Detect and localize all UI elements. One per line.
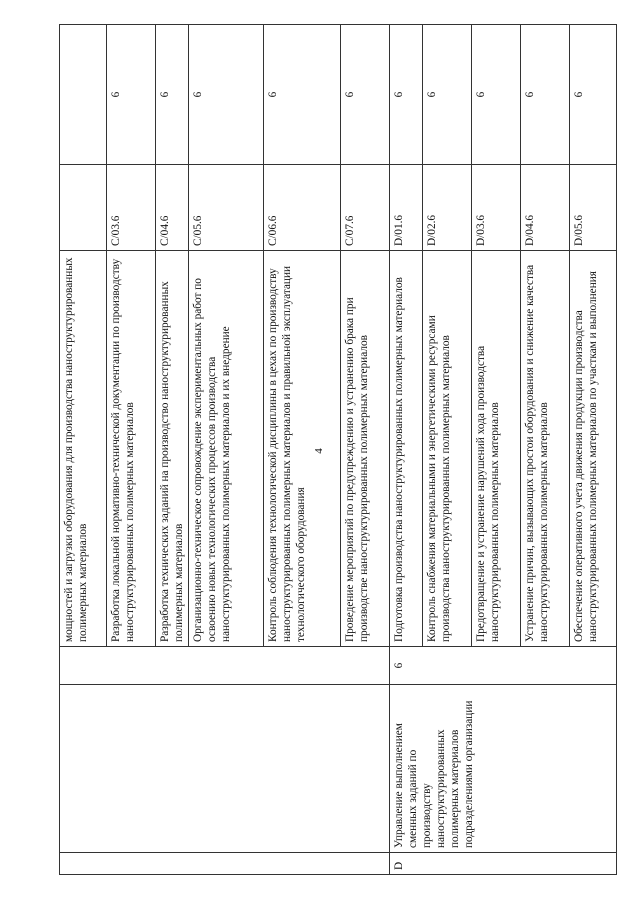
page-number: 4 bbox=[312, 448, 325, 454]
cell-function: Проведение мероприятий по предупреждению и устранению брака при производстве наноструктурированных полимерных материалов bbox=[341, 251, 390, 647]
cell-function: Контроль снабжения материальными и энергетическими ресурсами производства наноструктурированных полимерных материалов bbox=[423, 251, 472, 647]
cell-function: Устранение причин, вызывающих простои оборудования и снижение качества наноструктурированных полимерных материалов bbox=[521, 251, 570, 647]
cell-level: 6 bbox=[423, 25, 472, 165]
cell-group-level: 6 bbox=[390, 647, 617, 685]
cell-code: D/02.6 bbox=[423, 165, 472, 251]
cell-level: 6 bbox=[189, 25, 264, 165]
cell-level: 6 bbox=[521, 25, 570, 165]
cell-level: 6 bbox=[107, 25, 156, 165]
cell-code: C/06.6 bbox=[264, 165, 341, 251]
cell-group-letter: D bbox=[390, 853, 617, 875]
cell-level: 6 bbox=[472, 25, 521, 165]
cell-function: Подготовка производства наноструктурированных полимерных материалов bbox=[390, 251, 423, 647]
cell-code: D/01.6 bbox=[390, 165, 423, 251]
cell-group-code bbox=[60, 853, 390, 875]
cell-level: 6 bbox=[156, 25, 189, 165]
cell-group-name: Управление выполнением сменных заданий по производству наноструктурированных полимерных материалов подразделениями организации bbox=[390, 685, 617, 853]
cell-level: 6 bbox=[570, 25, 617, 165]
cell-code bbox=[60, 165, 107, 251]
cell-function: Разработка локальной нормативно-технической документации по производству наноструктурированных полимерных материалов bbox=[107, 251, 156, 647]
rotated-table-wrapper bbox=[59, 25, 599, 875]
cell-function: Предотвращение и устранение нарушений хода производства наноструктурированных полимерных материалов bbox=[472, 251, 521, 647]
cell-code: C/04.6 bbox=[156, 165, 189, 251]
cell-function: Обеспечение оперативного учета движения продукции производства наноструктурированных полимерных материалов по участкам и выполнения bbox=[570, 251, 617, 647]
cell-function: Разработка технических заданий на производство наноструктурированных полимерных материалов bbox=[156, 251, 189, 647]
cell-code: C/07.6 bbox=[341, 165, 390, 251]
cell-function: Контроль соблюдения технологической дисциплины в цехах по производству наноструктурированных полимерных материалов и правильной эксплуатации технологического оборудования bbox=[264, 251, 341, 647]
cell-code: C/05.6 bbox=[189, 165, 264, 251]
cell-group-name bbox=[60, 685, 390, 853]
cell-function: мощностей и загрузки оборудования для производства наноструктурированных полимерных материалов bbox=[60, 251, 107, 647]
cell-code: D/05.6 bbox=[570, 165, 617, 251]
cell-level: 6 bbox=[341, 25, 390, 165]
cell-code: D/03.6 bbox=[472, 165, 521, 251]
cell-group-level bbox=[60, 647, 390, 685]
cell-code: C/03.6 bbox=[107, 165, 156, 251]
cell-function: Организационно-техническое сопровождение экспериментальных работ по освоению новых технологических процессов производства наноструктурированных полимерных материалов и их внедрение bbox=[189, 251, 264, 647]
cell-level: 6 bbox=[264, 25, 341, 165]
cell-level bbox=[60, 25, 107, 165]
cell-level: 6 bbox=[390, 25, 423, 165]
cell-code: D/04.6 bbox=[521, 165, 570, 251]
table-row bbox=[60, 25, 107, 875]
functions-table bbox=[59, 24, 617, 875]
table-row bbox=[390, 25, 423, 875]
